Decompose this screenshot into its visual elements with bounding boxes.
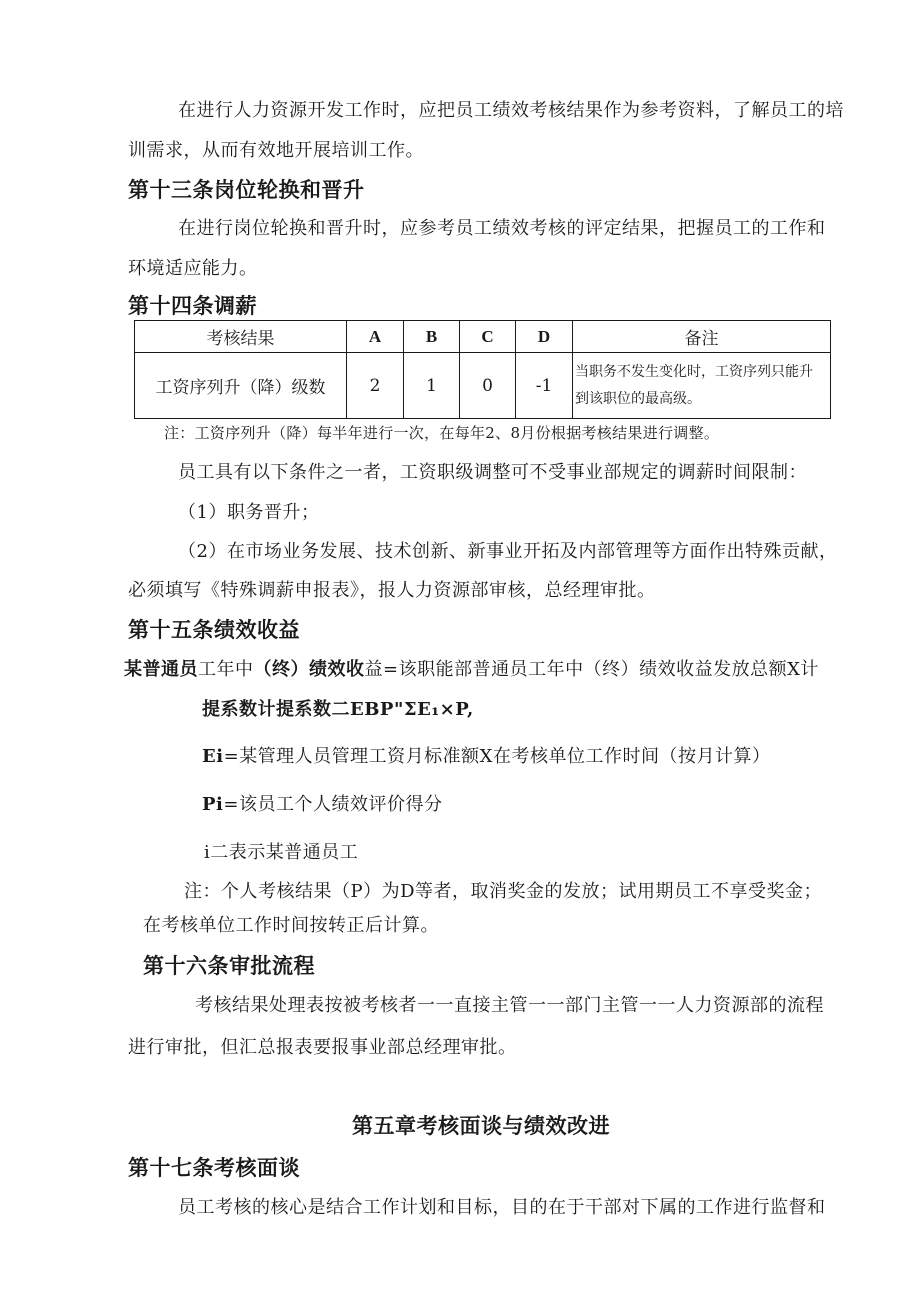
cell-grade-b: 1 — [404, 353, 460, 419]
bonus-note-line1: 注：个人考核结果（P）为D等者，取消奖金的发放；试用期员工不享受奖金； — [184, 881, 823, 902]
ei-definition — [202, 742, 770, 768]
formula-line — [124, 655, 819, 681]
formula-part-3: （终）绩效收 — [253, 659, 365, 680]
i-definition: i二表示某普通员工 — [204, 842, 359, 863]
pi-definition — [202, 790, 442, 816]
cell-grade-a: 2 — [347, 353, 404, 419]
bonus-note-line2: 在考核单位工作时间按转正后计算。 — [143, 915, 439, 936]
pi-text: =该员工个人绩效评价得分 — [223, 794, 443, 815]
heading-article-13: 第十三条岗位轮换和晋升 — [128, 178, 365, 202]
header-grade-a: A — [347, 321, 404, 353]
header-grade-d: D — [516, 321, 573, 353]
header-result: 考核结果 — [135, 321, 347, 353]
paragraph-training-line1: 在进行人力资源开发工作时，应把员工绩效考核结果作为参考资料，了解员工的培 — [178, 100, 844, 121]
heading-article-15: 第十五条绩效收益 — [128, 618, 300, 642]
salary-adjustment-table — [134, 320, 831, 419]
coefficient-formula: 提系数计提系数二EBP"ΣE₁×P, — [202, 699, 474, 720]
chapter-5-title: 第五章考核面谈与绩效改进 — [352, 1114, 610, 1138]
row-label: 工资序列升（降）级数 — [135, 353, 347, 419]
remark-line1: 当职务不发生变化时，工资序列只能升 — [575, 363, 813, 380]
heading-article-14: 第十四条调薪 — [128, 294, 257, 318]
cell-remark — [573, 353, 831, 419]
header-grade-b: B — [404, 321, 460, 353]
formula-part-2: 工年中 — [198, 659, 254, 680]
ei-text: =某管理人员管理工资月标准额X在考核单位工作时间（按月计算） — [223, 746, 771, 767]
table-note: 注：工资序列升（降）每半年进行一次，在每年2、8月份根据考核结果进行调整。 — [164, 424, 720, 442]
formula-part-1: 某普通员 — [124, 659, 198, 680]
paragraph-training-line2: 训需求，从而有效地开展培训工作。 — [128, 140, 424, 161]
formula-part-4: 益=该职能部普通员工年中（终）绩效收益发放总额X计 — [364, 659, 819, 680]
header-remark: 备注 — [573, 321, 831, 353]
interview-line1: 员工考核的核心是结合工作计划和目标，目的在于干部对下属的工作进行监督和 — [178, 1197, 826, 1218]
cell-grade-d: -1 — [516, 353, 573, 419]
adjustment-intro: 员工具有以下条件之一者，工资职级调整可不受事业部规定的调薪时间限制： — [178, 462, 807, 483]
heading-article-17: 第十七条考核面谈 — [128, 1156, 300, 1180]
cell-grade-c: 0 — [460, 353, 516, 419]
paragraph-rotation-line2: 环境适应能力。 — [128, 258, 258, 279]
adjustment-item-2-line2: 必须填写《特殊调薪申报表》，报人力资源部审核，总经理审批。 — [128, 580, 656, 601]
adjustment-item-2-line1: （2）在市场业务发展、技术创新、新事业开拓及内部管理等方面作出特殊贡献， — [178, 541, 838, 562]
header-grade-c: C — [460, 321, 516, 353]
approval-line1: 考核结果处理表按被考核者一一直接主管一一部门主管一一人力资源部的流程 — [195, 995, 824, 1016]
paragraph-rotation-line1: 在进行岗位轮换和晋升时，应参考员工绩效考核的评定结果，把握员工的工作和 — [178, 218, 826, 239]
table-row — [135, 353, 831, 419]
table-header-row — [135, 321, 831, 353]
adjustment-item-1: （1）职务晋升； — [178, 502, 320, 523]
pi-label: Pi — [202, 794, 224, 815]
remark-line2: 到该职位的最高级。 — [575, 390, 701, 407]
ei-label: Ei — [202, 746, 224, 767]
heading-article-16: 第十六条审批流程 — [143, 954, 315, 978]
approval-line2: 进行审批，但汇总报表要报事业部总经理审批。 — [128, 1037, 517, 1058]
